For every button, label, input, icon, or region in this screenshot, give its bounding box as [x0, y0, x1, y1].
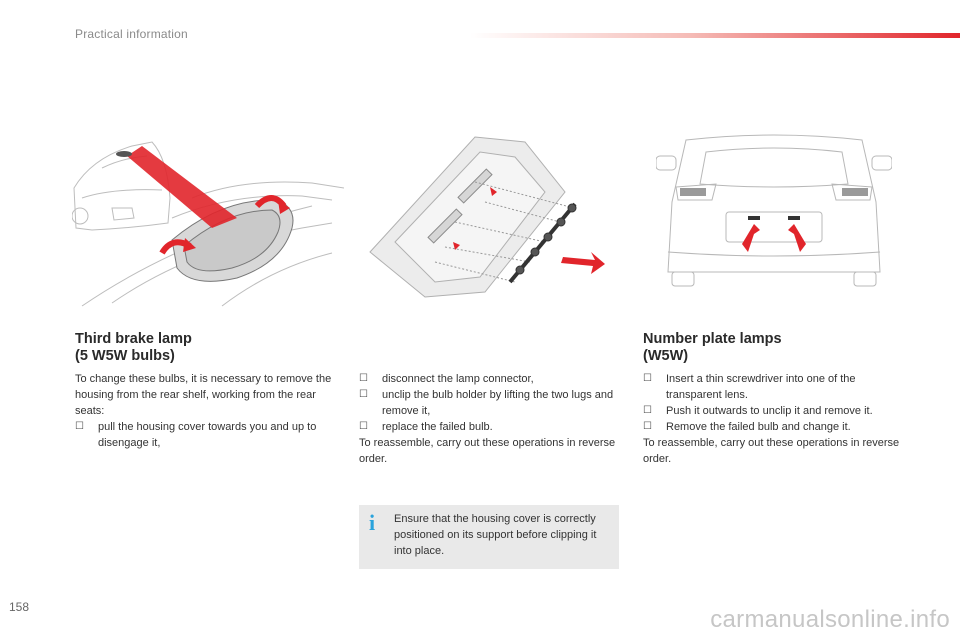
- heading-line: Number plate lamps: [643, 331, 782, 347]
- bullet-checkbox-icon: ☐: [359, 373, 368, 384]
- number-plate-lamps-text: [643, 371, 905, 467]
- list-item: [359, 419, 621, 435]
- list-item: [643, 371, 905, 403]
- list-item: [643, 403, 905, 419]
- bullet-checkbox-icon: ☐: [359, 389, 368, 400]
- heading-line: (W5W): [643, 348, 689, 364]
- heading-line: (5 W5W bulbs): [75, 348, 175, 364]
- intro-paragraph: To change these bulbs, it is necessary to remove the housing from the rear shelf, working from the rear seats:: [75, 373, 332, 417]
- bulb-removal-steps: [359, 371, 621, 467]
- list-item-text: Push it outwards to unclip it and remove it.: [666, 405, 873, 417]
- reassemble-paragraph: To reassemble, carry out these operations in reverse order.: [359, 437, 616, 465]
- bullet-checkbox-icon: ☐: [643, 373, 652, 384]
- third-brake-lamp-text: [75, 371, 340, 451]
- third-brake-lamp-illustration: [72, 128, 344, 308]
- list-item: [359, 371, 621, 387]
- header-accent-bar: [470, 33, 960, 38]
- list-item-text: disconnect the lamp connector,: [382, 373, 534, 385]
- list-item-text: pull the housing cover towards you and up to disengage it,: [98, 421, 317, 449]
- watermark: carmanualsonline.info: [710, 606, 950, 633]
- list-item: [359, 387, 621, 419]
- list-item-text: replace the failed bulb.: [382, 421, 493, 433]
- bullet-checkbox-icon: ☐: [359, 421, 368, 432]
- list-item: [75, 419, 340, 451]
- list-item: [643, 419, 905, 435]
- list-item-text: unclip the bulb holder by lifting the two lugs and remove it,: [382, 389, 614, 417]
- page-number: 158: [9, 600, 30, 614]
- heading-line: Third brake lamp: [75, 331, 192, 347]
- info-note: [359, 505, 619, 569]
- list-item-text: Remove the failed bulb and change it.: [666, 421, 851, 433]
- third-brake-lamp-heading: [75, 331, 192, 365]
- bullet-checkbox-icon: ☐: [643, 405, 652, 416]
- info-icon: i: [369, 510, 376, 535]
- bullet-checkbox-icon: ☐: [75, 421, 84, 432]
- number-plate-lamps-heading: [643, 331, 782, 365]
- section-title: Practical information: [75, 27, 188, 41]
- number-plate-lamps-illustration: [656, 132, 892, 288]
- bulb-holder-illustration: [365, 132, 610, 302]
- reassemble-paragraph: To reassemble, carry out these operations in reverse order.: [643, 437, 900, 465]
- bullet-checkbox-icon: ☐: [643, 421, 652, 432]
- info-note-text: Ensure that the housing cover is correctly positioned on its support before clipping it into place.: [394, 513, 597, 557]
- list-item-text: Insert a thin screwdriver into one of the transparent lens.: [666, 373, 856, 401]
